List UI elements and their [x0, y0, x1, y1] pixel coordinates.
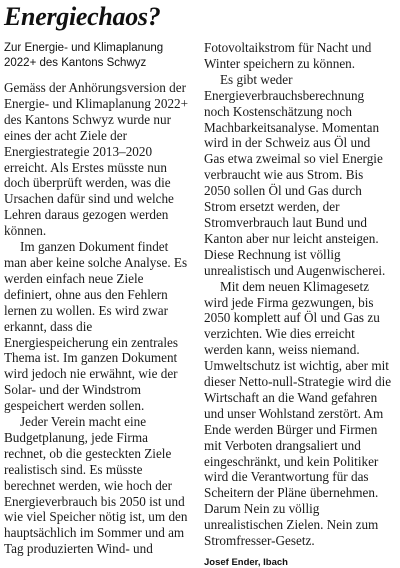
headline: Energiechaos?: [4, 2, 161, 31]
paragraph-4: Es gibt weder Energieverbrauchsberechnung noch Kostenschätzung noch Machbarkeitsanalyse. Momentan wird in der Schweiz aus Öl und Gas etwa zweimal so viel Energie verbraucht wie aus Strom. Bis 2050 sollen Öl und Gas durch Strom ersetzt werden, der Stromverbrauch laut Bund und Kanton aber nur leicht ansteigen. Diese Rechnung ist völlig unrealistisch und Augenwischerei.: [204, 71, 386, 278]
subhead: Zur Energie- und Klimaplanung 2022+ des Kantons Schwyz: [4, 42, 164, 69]
paragraph-3: Jeder Verein macht eine Budgetplanung, jede Firma rechnet, ob die gesteckten Ziele realistisch sind. Es müsste berechnet werden, wie hoch der Energieverbrauch bis 2050 ist und wie viel Speicher nötig ist, um den hauptsächlich im Sommer und am Tag produzierten Wind- und: [4, 414, 188, 557]
paragraph-3-continued: Fotovoltaikstrom für Nacht und Winter speichern zu können.: [204, 40, 372, 71]
author-signature: Josef Ender, Ibach: [204, 557, 288, 568]
left-column: [4, 41, 192, 557]
right-column: [204, 40, 392, 568]
paragraph-1: Gemäss der Anhörungsversion der Energie- und Klimaplanung 2022+ des Kantons Schwyz wurde nur eines der acht Ziele der Energiestrategie 2013–2020 erreicht. Als Erstes müsste nun doch überprüft werden, was die Ursachen dafür sind und welche Lehren daraus gezogen werden können.: [4, 80, 189, 239]
paragraph-2: Im ganzen Dokument findet man aber keine solche Analyse. Es werden einfach neue Ziele definiert, ohne aus den Fehlern lernen zu wollen. Es wird zwar erkannt, dass die Energiespeicherung ein zentrales Thema ist. Im ganzen Dokument wird jedoch nie erwähnt, wie der Solar- und der Windstrom gespeichert werden sollen.: [4, 239, 188, 414]
paragraph-5: Mit dem neuen Klimagesetz wird jede Firma gezwungen, bis 2050 komplett auf Öl und Gas zu verzichten. Wie dies erreicht werden kann, weiss niemand. Umweltschutz ist wichtig, aber mit dieser Netto-null-Strategie wird die Wirtschaft an die Wand gefahren und unser Wohlstand zerstört. Am Ende werden Bürger und Firmen mit Verboten drangsaliert und eingeschränkt, und kein Politiker wird die Verantwortung für das Scheitern der Pläne übernehmen. Darum Nein zu völlig unrealistischen Zielen. Nein zum Stromfresser-Gesetz.: [204, 278, 392, 549]
